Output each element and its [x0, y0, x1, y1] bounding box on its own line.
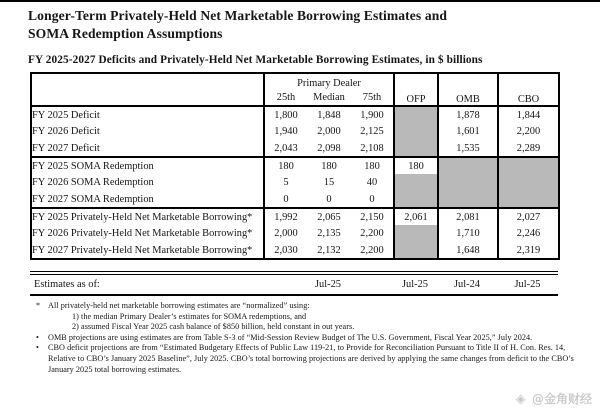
cbo-cell-shaded: [498, 191, 559, 208]
row-label: FY 2026 SOMA Redemption: [31, 174, 264, 191]
omb-cell: 1,535: [438, 140, 498, 157]
row-label: FY 2027 Privately-Held Net Marketable Borrowing*: [31, 242, 264, 259]
table-caption: FY 2025-2027 Deficits and Privately-Held Net Marketable Borrowing Estimates, in $ billions: [28, 54, 483, 66]
ofp-cell-shaded: [394, 106, 438, 123]
footnote-normalized: [34, 301, 590, 312]
pd-25th-cell: 2,030: [274, 244, 298, 256]
row-label: FY 2025 Privately-Held Net Marketable Borrowing*: [31, 208, 264, 225]
estimates-empty-cell: [263, 275, 306, 294]
primary-dealer-group-header: Primary Dealer: [264, 73, 394, 89]
pd-25th-header: 25th: [276, 91, 296, 103]
estimates-empty-cell: [350, 275, 393, 294]
pd-median-cell: 1,848: [317, 109, 341, 121]
bullet-marker: •: [36, 343, 39, 353]
cbo-cell: 1,844: [516, 109, 541, 121]
omb-cell: 1,648: [438, 242, 498, 259]
ofp-cell-shaded: [394, 123, 438, 140]
footnote-text: OMB projections are using estimates are from Table S-3 of “Mid-Session Review Budget of The U.S. Government, Fiscal Year 2025,” July 2024.: [48, 332, 533, 342]
pd-75th-header: 75th: [351, 89, 394, 106]
pd-25th-cell: 5: [283, 177, 289, 188]
cbo-cell: 2,246: [516, 228, 541, 239]
ofp-cell-shaded: [394, 140, 438, 157]
table-row-fy2026-deficit: [31, 123, 559, 140]
pd-75th-cell: 2,108: [351, 140, 394, 157]
document-title: [28, 7, 568, 43]
pd-25th-cell: 2,000: [274, 228, 298, 239]
row-label: FY 2025 Deficit: [31, 106, 264, 123]
table-row-fy2025-deficit: [31, 106, 559, 123]
ofp-cell-shaded: [394, 191, 438, 208]
borrowing-estimates-table: [30, 72, 560, 260]
estimates-omb-date: Jul-24: [454, 279, 480, 290]
footnotes: [34, 301, 590, 375]
pd-median-cell: 2,098: [317, 142, 341, 154]
pd-median-cell: 15: [323, 177, 335, 188]
table-row-fy2025-borrowing: [31, 208, 559, 225]
pd-75th-cell: 1,900: [351, 106, 394, 123]
row-label: FY 2026 Privately-Held Net Marketable Borrowing*: [31, 225, 264, 242]
estimates-cbo-date: Jul-25: [514, 279, 541, 290]
omb-cell: 1,878: [438, 106, 498, 123]
pd-75th-cell: 2,200: [351, 225, 394, 242]
title-line-1: Longer-Term Privately-Held Net Marketable Borrowing Estimates and: [28, 8, 448, 23]
pd-25th-cell: 180: [264, 157, 307, 174]
cbo-cell-shaded: [498, 174, 559, 191]
estimates-label: Estimates as of:: [34, 279, 100, 290]
bullet-marker: •: [36, 332, 39, 342]
ofp-cell-shaded: [394, 174, 438, 191]
ofp-cell: 2,061: [394, 208, 438, 225]
label-column-header: [31, 73, 264, 106]
ofp-column-header: OFP: [394, 73, 438, 106]
footnote-subitem-2: 2) assumed Fiscal Year 2025 cash balance of $850 billion, held constant in out years.: [72, 322, 355, 332]
pd-75th-cell: 40: [351, 174, 394, 191]
omb-cell: 1,710: [438, 225, 498, 242]
table-row-fy2026-borrowing: [31, 225, 559, 242]
footnote-text: All privately-held net marketable borrowing estimates are “normalized” using:: [48, 301, 310, 310]
table-row-fy2027-borrowing: [31, 242, 559, 259]
ofp-cell-shaded: [394, 225, 438, 242]
footnote-text: CBO deficit projections are from “Estimated Budgetary Effects of Public Law 119-21, to Provide for Reconciliation Pursuant to Title II of H. Con. Res. 14, Relative to CBO’s January 2025 Baseline”, July 2025. CBO’s total borrowing projections are derived by applying the same changes from deficit to the CBO’s January 2025 total borrowing estimates.: [48, 343, 574, 374]
pd-75th-cell: 180: [351, 157, 394, 174]
table-row-fy2025-soma: [31, 157, 559, 174]
table-row-fy2027-deficit: [31, 140, 559, 157]
estimates-as-of-box: [30, 271, 558, 296]
footnote-omb: [34, 333, 590, 344]
pd-75th-cell: 2,200: [351, 242, 394, 259]
estimates-as-of-table: [30, 275, 558, 294]
pd-75th-cell: 2,150: [351, 208, 394, 225]
omb-cell-shaded: [438, 174, 498, 191]
omb-column-header: OMB: [438, 73, 498, 106]
pd-75th-cell: 0: [351, 191, 394, 208]
footnote-cbo: [34, 343, 590, 375]
watermark-text: @金角财经: [531, 392, 592, 406]
cbo-column-header: CBO: [517, 94, 540, 105]
pd-median-header: Median: [313, 91, 345, 103]
asterisk-marker: *: [36, 301, 41, 310]
header-row-group: [31, 73, 559, 89]
row-label: FY 2025 SOMA Redemption: [31, 157, 264, 174]
ofp-cell: 180: [394, 157, 438, 174]
cbo-cell: 2,200: [516, 126, 541, 137]
pd-25th-cell: 1,800: [274, 109, 298, 121]
row-label: FY 2027 Deficit: [31, 140, 264, 157]
estimates-ofp-date: Jul-25: [402, 279, 428, 290]
cbo-cell: 2,027: [498, 208, 559, 225]
cbo-cell: 2,319: [516, 244, 541, 256]
footnote-subitem-1: 1) the median Primary Dealer’s estimates for SOMA redemptions, and: [72, 311, 307, 321]
title-line-2: SOMA Redemption Assumptions: [28, 26, 223, 42]
pd-25th-cell: 0: [283, 193, 289, 205]
row-label: FY 2027 SOMA Redemption: [31, 191, 264, 208]
pd-median-cell: 0: [326, 193, 332, 205]
pd-25th-cell: 1,992: [264, 208, 307, 225]
pd-median-cell: 2,000: [317, 126, 341, 137]
watermark: [516, 390, 592, 407]
pd-25th-cell: 2,043: [274, 142, 298, 154]
table-row-fy2026-soma: [31, 174, 559, 191]
row-label: FY 2026 Deficit: [31, 123, 264, 140]
omb-cell-shaded: [438, 157, 498, 174]
pd-median-cell: 180: [307, 157, 351, 174]
pd-75th-cell: 2,125: [351, 123, 394, 140]
omb-cell-shaded: [438, 191, 498, 208]
pd-median-cell: 2,135: [317, 228, 341, 239]
top-rule: [0, 0, 600, 2]
pd-25th-cell: 1,940: [274, 126, 298, 137]
table-header: [31, 73, 559, 106]
diamond-logo-icon: ◈: [515, 392, 526, 407]
estimates-pd-date: Jul-25: [315, 279, 341, 290]
omb-cell: 1,601: [438, 123, 498, 140]
estimates-as-of-row: [30, 275, 558, 294]
pd-median-cell: 2,065: [307, 208, 351, 225]
omb-cell: 2,081: [438, 208, 498, 225]
ofp-cell-shaded: [394, 242, 438, 259]
cbo-cell-shaded: [498, 157, 559, 174]
pd-median-cell: 2,132: [317, 244, 341, 256]
table-row-fy2027-soma: [31, 191, 559, 208]
cbo-cell: 2,289: [516, 142, 541, 154]
